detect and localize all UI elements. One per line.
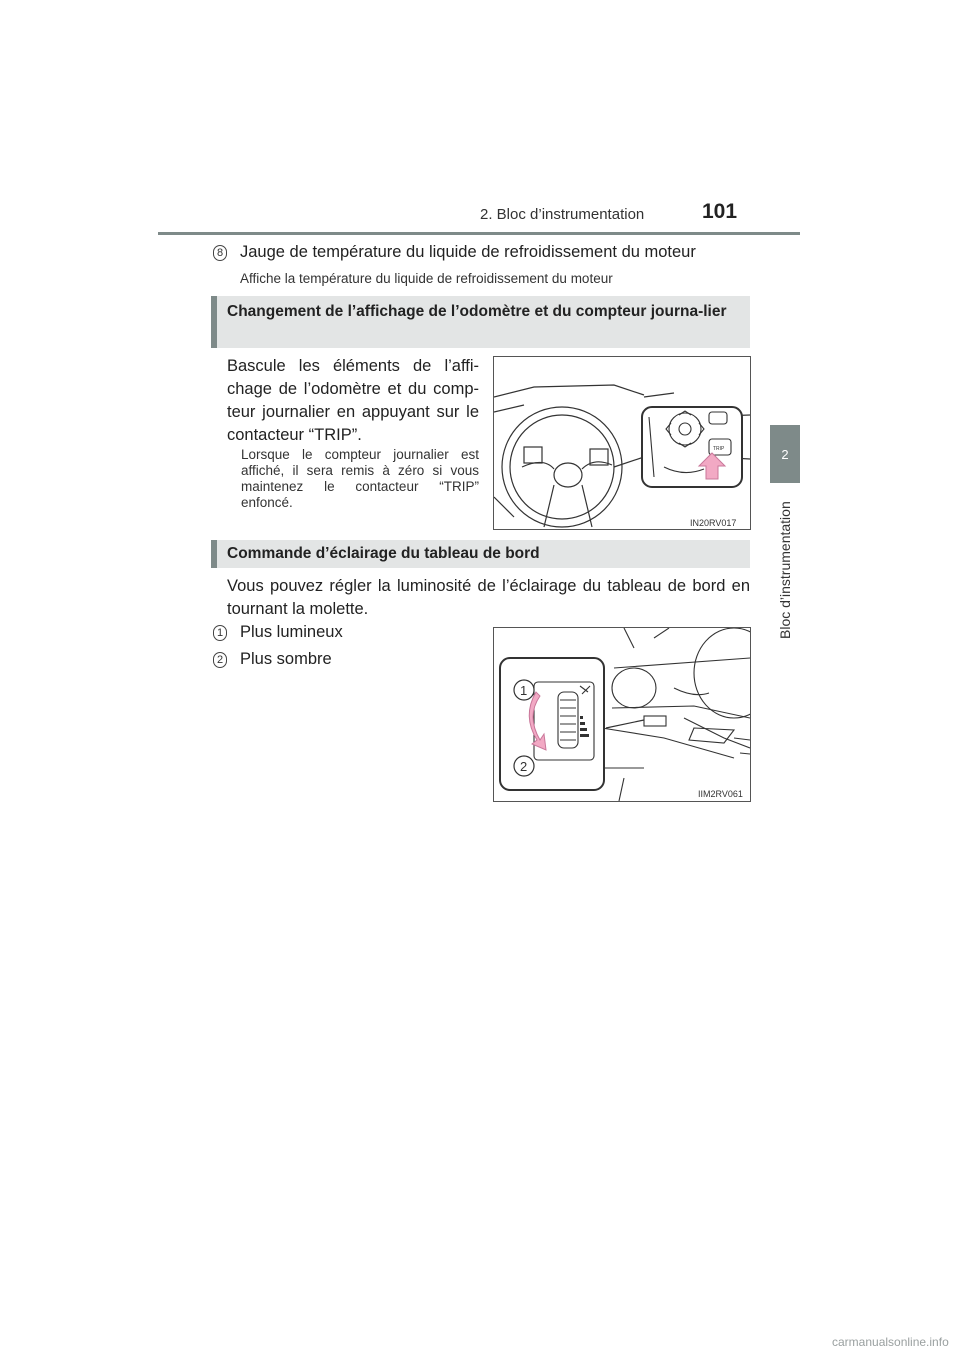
dashboard-illustration: [494, 628, 750, 801]
steering-wheel-illustration: [494, 357, 750, 529]
header-divider: [158, 232, 800, 235]
item-description: Affiche la température du liquide de refroidissement du moteur: [240, 271, 613, 286]
item-number-badge: 1: [213, 625, 227, 641]
item-number-badge: 8: [213, 245, 227, 261]
chapter-tab: [770, 425, 800, 483]
figure-code: IN20RV017: [690, 518, 737, 528]
lighting-body-text: Vous pouvez régler la luminosité de l’éclairage du tableau de bord en tournant la molette.: [227, 577, 750, 618]
item-title: Jauge de température du liquide de refroidissement du moteur: [240, 243, 696, 261]
page-number: 101: [702, 200, 738, 223]
callout-2-label: 2: [520, 759, 528, 774]
odometer-body-text: Bascule les éléments de l’affi-chage de l’odomètre et du comp-teur journalier en appuyant sur le contacteur “TRIP”.: [227, 357, 479, 444]
header-section-title: 2. Bloc d’instrumentation: [480, 206, 645, 223]
section-heading-lighting: Commande d’éclairage du tableau de bord: [211, 540, 750, 568]
dashboard-dial-figure: [493, 627, 751, 802]
item-number-badge: 2: [213, 652, 227, 668]
chapter-title: Bloc d’instrumentation: [777, 501, 793, 639]
odometer-note: Lorsque le compteur journalier est affiché, il sera remis à zéro si vous maintenez le contacteur “TRIP” enfoncé.: [241, 447, 479, 510]
chapter-number: 2: [781, 446, 789, 462]
figure-code: IIM2RV061: [698, 789, 743, 799]
steering-wheel-figure: [493, 356, 751, 530]
item-label-brighter: Plus lumineux: [240, 623, 343, 641]
callout-1-label: 1: [520, 683, 528, 698]
section-heading-odometer: Changement de l’affichage de l’odomètre et du compteur journa-lier: [211, 296, 750, 348]
chapter-side-label: [770, 491, 800, 641]
item-label-darker: Plus sombre: [240, 650, 332, 668]
trip-button-label: TRIP: [713, 446, 725, 452]
watermark: carmanualsonline.info: [832, 1335, 949, 1349]
